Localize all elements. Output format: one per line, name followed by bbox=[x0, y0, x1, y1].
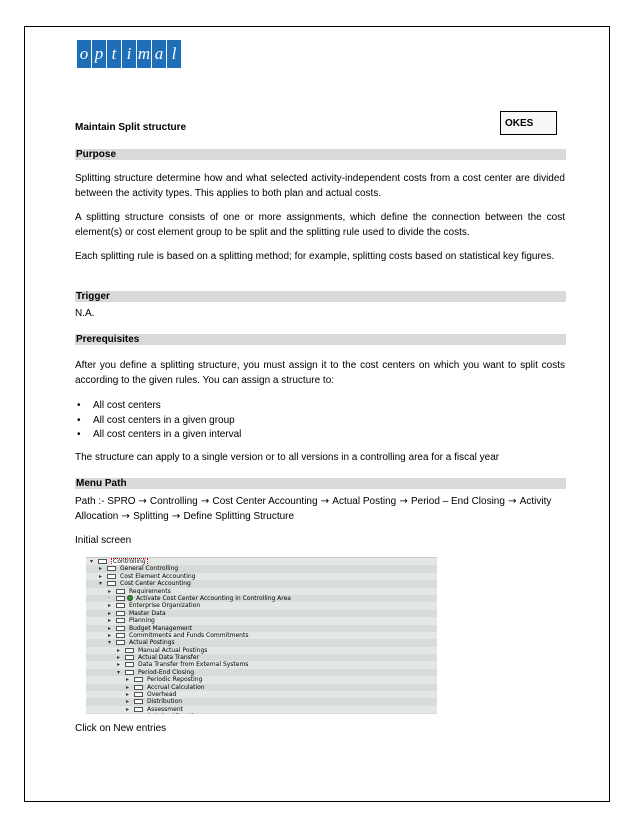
img-node-icon bbox=[125, 655, 134, 660]
logo-letter: a bbox=[152, 40, 167, 68]
img-node-icon bbox=[98, 559, 107, 564]
expand-icon[interactable]: ▸ bbox=[117, 661, 121, 669]
section-heading-trigger: Trigger bbox=[75, 291, 566, 302]
tree-row[interactable] bbox=[86, 713, 437, 714]
tree-row[interactable] bbox=[86, 617, 437, 624]
expand-icon[interactable]: ▸ bbox=[108, 609, 112, 617]
arrow-right-icon: → bbox=[197, 496, 213, 507]
section-heading-purpose: Purpose bbox=[75, 149, 566, 160]
collapse-icon[interactable]: ▾ bbox=[90, 558, 94, 565]
tree-node-label: Assessment bbox=[147, 705, 183, 713]
transaction-code: OKES bbox=[505, 117, 534, 129]
menu-path-step: Cost Center Accounting bbox=[212, 496, 318, 507]
logo-letter: p bbox=[92, 40, 107, 68]
img-node-icon bbox=[116, 611, 125, 616]
menu-path-step: Actual Posting bbox=[332, 496, 397, 507]
img-node-icon bbox=[107, 574, 116, 579]
tree-node-label bbox=[147, 713, 201, 714]
purpose-paragraph-1: Splitting structure determine how and what selected activity-independent costs from a cost center are divided between the activity types. This applies to both plan and actual costs. bbox=[75, 173, 565, 199]
img-node-icon bbox=[116, 596, 125, 601]
sap-img-tree-screenshot bbox=[86, 557, 437, 714]
menu-path-step: Splitting bbox=[133, 510, 169, 522]
img-node-icon bbox=[134, 685, 143, 690]
img-node-icon bbox=[125, 670, 134, 675]
arrow-right-icon: → bbox=[168, 510, 184, 522]
img-node-icon bbox=[107, 581, 116, 586]
logo-letter: l bbox=[167, 40, 181, 68]
section-heading-prerequisites: Prerequisites bbox=[75, 334, 566, 345]
tree-node-label: Planning bbox=[129, 617, 155, 625]
menu-path-step: Activity Allocation bbox=[75, 496, 552, 522]
menu-path-step: Controlling bbox=[149, 496, 198, 507]
tree-row[interactable] bbox=[86, 573, 437, 580]
img-node-icon bbox=[134, 707, 143, 712]
tree-node-label: Actual Data Transfer bbox=[138, 654, 200, 662]
arrow-right-icon: → bbox=[317, 496, 333, 507]
tree-node-label: Manual Actual Postings bbox=[138, 646, 208, 654]
document-title: Maintain Split structure bbox=[75, 122, 187, 133]
expand-icon[interactable]: ▸ bbox=[126, 676, 130, 684]
tree-node-label: Accrual Calculation bbox=[147, 683, 205, 691]
menu-path-text bbox=[75, 495, 570, 524]
tree-node-label: Master Data bbox=[129, 609, 166, 617]
tree-row[interactable] bbox=[86, 588, 437, 595]
expand-icon[interactable]: ▸ bbox=[99, 572, 103, 580]
img-node-icon bbox=[116, 633, 125, 638]
tree-row[interactable] bbox=[86, 691, 437, 698]
tree-row[interactable] bbox=[86, 661, 437, 668]
purpose-paragraph-3: Each splitting rule is based on a splitting method; for example, splitting costs based on statistical key figures. bbox=[75, 251, 555, 262]
tree-row[interactable] bbox=[86, 698, 437, 705]
tree-row[interactable] bbox=[86, 602, 437, 609]
tree-row[interactable] bbox=[86, 580, 437, 587]
tree-row[interactable] bbox=[86, 565, 437, 572]
tree-row[interactable] bbox=[86, 706, 437, 713]
execute-icon[interactable] bbox=[127, 595, 133, 601]
expand-icon[interactable]: · bbox=[108, 594, 110, 602]
tree-row[interactable] bbox=[86, 558, 437, 565]
tree-node-label: Budget Management bbox=[129, 624, 193, 632]
collapse-icon[interactable]: ▾ bbox=[117, 668, 121, 676]
optimal-logo bbox=[77, 40, 181, 68]
tree-node-label: Actual Postings bbox=[129, 639, 175, 647]
tree-row[interactable] bbox=[86, 669, 437, 676]
tree-row[interactable] bbox=[86, 647, 437, 654]
logo-letter: m bbox=[137, 40, 152, 68]
click-new-entries-label: Click on New entries bbox=[75, 723, 167, 734]
img-node-icon bbox=[116, 640, 125, 645]
expand-icon[interactable]: ▸ bbox=[108, 587, 112, 595]
img-node-icon bbox=[116, 618, 125, 623]
img-node-icon bbox=[134, 677, 143, 682]
logo-letter: i bbox=[122, 40, 137, 68]
logo-letter: t bbox=[107, 40, 122, 68]
tree-node-label: Distribution bbox=[147, 698, 183, 706]
tree-node-label: General Controlling bbox=[120, 565, 179, 573]
expand-icon[interactable]: ▸ bbox=[108, 602, 112, 610]
tree-node-label: Periodic Reposting bbox=[147, 676, 203, 684]
img-node-icon bbox=[134, 692, 143, 697]
tree-node-label: Enterprise Organization bbox=[129, 602, 201, 610]
menu-path-step: Define Splitting Structure bbox=[183, 510, 295, 522]
collapse-icon[interactable]: ▾ bbox=[108, 639, 112, 647]
tree-node-label: Controlling bbox=[113, 558, 146, 565]
img-node-icon bbox=[125, 648, 134, 653]
arrow-right-icon: → bbox=[396, 496, 411, 507]
tree-node-label: Activate Cost Center Accounting in Controlling Area bbox=[136, 594, 291, 602]
tree-row[interactable] bbox=[86, 684, 437, 691]
tree-node-label: Commitments and Funds Commitments bbox=[129, 631, 249, 639]
tree-node-label: Period-End Closing bbox=[138, 668, 195, 676]
img-node-icon bbox=[116, 589, 125, 594]
expand-icon[interactable]: ▸ bbox=[99, 565, 103, 573]
section-heading-menu-path: Menu Path bbox=[75, 478, 566, 489]
prerequisites-outro: The structure can apply to a single version or to all versions in a controlling area for a fiscal year bbox=[75, 452, 500, 463]
tree-row[interactable] bbox=[86, 676, 437, 683]
expand-icon[interactable]: ▸ bbox=[108, 631, 112, 639]
img-node-icon bbox=[125, 662, 134, 667]
title-row bbox=[75, 117, 565, 136]
initial-screen-label: Initial screen bbox=[75, 535, 132, 546]
tree-row[interactable] bbox=[86, 632, 437, 639]
tree-row[interactable] bbox=[86, 595, 437, 602]
img-node-icon bbox=[116, 603, 125, 608]
list-item: • All cost centers in a given group bbox=[75, 414, 565, 429]
expand-icon[interactable]: ▸ bbox=[108, 624, 112, 632]
trigger-text: N.A. bbox=[75, 308, 95, 319]
expand-icon[interactable]: ▸ bbox=[126, 683, 130, 691]
list-item: • All cost centers in a given interval bbox=[75, 428, 565, 443]
img-node-icon bbox=[116, 626, 125, 631]
tree-row[interactable] bbox=[86, 610, 437, 617]
arrow-right-icon: → bbox=[138, 496, 150, 507]
tree-node-label: Cost Element Accounting bbox=[120, 572, 196, 580]
expand-icon[interactable]: ▸ bbox=[108, 617, 112, 625]
img-node-icon bbox=[134, 699, 143, 704]
arrow-right-icon: → bbox=[118, 510, 134, 522]
tree-node-label: Cost Center Accounting bbox=[120, 580, 191, 588]
expand-icon[interactable]: ▸ bbox=[117, 646, 121, 654]
logo-letter: o bbox=[77, 40, 92, 68]
tree-node-label: Requirements bbox=[129, 587, 171, 595]
prerequisites-intro: After you define a splitting structure, you must assign it to the cost centers on which you want to split costs according to the given rules. You can assign a structure to: bbox=[75, 360, 565, 386]
tree-node-label: Overhead bbox=[147, 691, 177, 699]
tree-row[interactable] bbox=[86, 625, 437, 632]
collapse-icon[interactable]: ▾ bbox=[99, 580, 103, 588]
expand-icon[interactable]: ▸ bbox=[126, 698, 130, 706]
img-node-icon bbox=[107, 566, 116, 571]
purpose-paragraph-2: A splitting structure consists of one or more assignments, which define the connection between the cost element(s) or cost element group to be split and the splitting rule used to divide the costs. bbox=[75, 212, 565, 238]
expand-icon[interactable]: ▸ bbox=[126, 705, 130, 713]
tree-node-label: Data Transfer from External Systems bbox=[138, 661, 249, 669]
transaction-code-box bbox=[500, 111, 557, 135]
expand-icon[interactable]: ▸ bbox=[117, 654, 121, 662]
expand-icon[interactable]: ▸ bbox=[126, 691, 130, 699]
tree-row[interactable] bbox=[86, 639, 437, 646]
menu-path-step: Period – End Closing bbox=[410, 496, 505, 507]
collapse-icon[interactable] bbox=[126, 713, 129, 714]
tree-row[interactable] bbox=[86, 654, 437, 661]
list-item: • All cost centers bbox=[75, 399, 565, 414]
arrow-right-icon: → bbox=[504, 496, 520, 507]
prerequisites-bullet-list bbox=[75, 399, 565, 443]
menu-path-prefix: Path :- SPRO bbox=[75, 496, 139, 507]
